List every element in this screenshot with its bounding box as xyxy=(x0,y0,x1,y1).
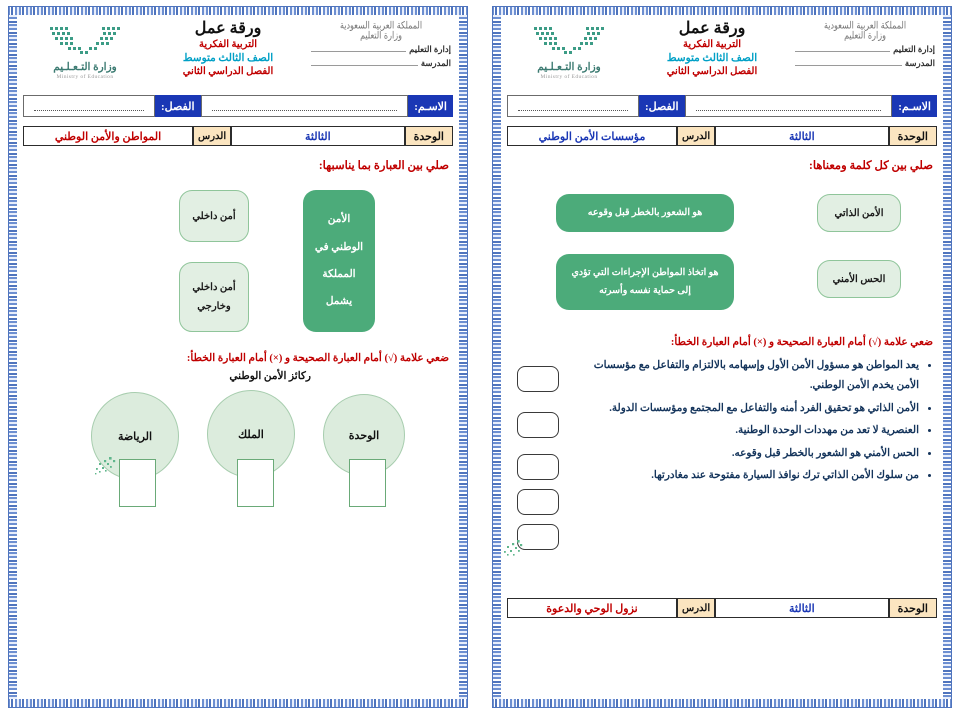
pillar-circle-2[interactable]: الملك xyxy=(207,390,295,478)
list-item: • الحس الأمني هو الشعور بالخطر قبل وقوعه. xyxy=(581,444,919,464)
title-block-right xyxy=(629,21,795,77)
letterhead-left xyxy=(17,15,459,93)
term-label: الفصل الدراسي الثاني xyxy=(182,65,274,77)
class-dots xyxy=(518,101,628,111)
definition-box-1[interactable]: هو الشعور بالخطر قبل وقوعه xyxy=(556,194,734,232)
name-dots xyxy=(696,101,882,111)
edu-admin-blank[interactable] xyxy=(311,44,406,52)
unit-value-right: الثالثة xyxy=(715,126,888,146)
kingdom-line-2: وزارة التعليم xyxy=(360,29,402,41)
school-fill xyxy=(795,58,935,69)
term-box-1[interactable]: الأمن الذاتي xyxy=(817,194,901,232)
sparkle-decoration-icon xyxy=(503,538,527,560)
grade-label: الصف الثالث متوسط xyxy=(666,52,758,64)
edu-admin-blank[interactable] xyxy=(795,44,890,52)
statement-list xyxy=(581,356,933,489)
answer-box-1[interactable] xyxy=(517,366,559,392)
moe-name-ar: وزارة التـعـلـيم xyxy=(537,62,601,73)
pillar-answer-box-1[interactable] xyxy=(349,459,386,507)
list-item: • يعد المواطن هو مسؤول الأمن الأول وإسهامه بالالتزام والتفاعل مع مؤسسات الأمن يخدم الأمن الوطني. xyxy=(581,356,919,397)
unit-lesson-row-left xyxy=(23,126,453,146)
prompt-match-left: صلي بين العبارة بما يناسبها: xyxy=(318,160,449,172)
unit-label-right: الوحدة xyxy=(889,126,937,146)
lesson-label-left: الدرس xyxy=(193,126,231,146)
anchor-box-left[interactable] xyxy=(303,190,375,332)
page-right-sheet xyxy=(501,15,943,699)
footer-lesson-label: الدرس xyxy=(677,598,715,618)
answer-box-2[interactable] xyxy=(517,412,559,438)
list-item: • العنصرية لا تعد من مهددات الوحدة الوطنية. xyxy=(581,421,919,441)
edu-admin-label: إدارة التعليم xyxy=(409,44,451,54)
term-label: الفصل الدراسي الثاني xyxy=(666,65,758,77)
student-info-row-right xyxy=(507,95,937,117)
prompt-truefalse-right: ضعي علامة (√) أمام العبارة الصحيحة و (×) أمام العبارة الخطأ: xyxy=(670,337,933,348)
sparkle-decoration-icon xyxy=(95,456,119,478)
kingdom-block-left xyxy=(311,21,451,69)
lesson-value-right: مؤسسات الأمن الوطني xyxy=(507,126,677,146)
edu-admin-fill xyxy=(795,44,935,55)
pillar-answer-box-2[interactable] xyxy=(237,459,274,507)
student-info-row-left xyxy=(23,95,453,117)
school-blank[interactable] xyxy=(311,58,418,66)
title-block-left xyxy=(145,21,311,77)
edu-admin-label: إدارة التعليم xyxy=(893,44,935,54)
pillar-circle-3[interactable]: الرياضة xyxy=(91,392,179,480)
grade-label: الصف الثالث متوسط xyxy=(182,52,274,64)
class-dots xyxy=(34,101,144,111)
school-label: المدرسة xyxy=(904,58,935,68)
moe-palm-dots-icon xyxy=(530,25,608,55)
moe-name-en: Ministry of Education xyxy=(540,74,598,80)
moe-name-ar: وزارة التـعـلـيم xyxy=(53,62,117,73)
name-label-right: الاسـم: xyxy=(892,95,937,117)
kingdom-line-1: المملكة العربية السعودية xyxy=(339,19,423,31)
name-input-left[interactable] xyxy=(201,95,409,117)
worksheet-page-left xyxy=(8,6,468,708)
class-label-right: الفصل: xyxy=(639,95,685,117)
subject-label: التربية الفكرية xyxy=(682,38,742,50)
name-label-left: الاسـم: xyxy=(408,95,453,117)
school-fill xyxy=(311,58,451,69)
answer-box-4[interactable] xyxy=(517,489,559,515)
edu-admin-fill xyxy=(311,44,451,55)
school-blank[interactable] xyxy=(795,58,902,66)
anchor-box-text: الأمن الوطني في المملكة يشمل xyxy=(314,214,364,308)
moe-name-en: Ministry of Education xyxy=(56,74,114,80)
option-box-2[interactable]: أمن داخلي وخارجي xyxy=(179,262,249,332)
matching-stage-right xyxy=(501,172,943,332)
name-input-right[interactable] xyxy=(685,95,893,117)
worksheet-page-right xyxy=(492,6,952,708)
statements-stage-right xyxy=(501,356,943,588)
prompt-match-right: صلي بين كل كلمة ومعناها: xyxy=(809,160,933,172)
class-input-left[interactable] xyxy=(23,95,155,117)
class-input-right[interactable] xyxy=(507,95,639,117)
worksheet-title: ورقة عمل xyxy=(678,20,746,37)
pillar-circle-1[interactable]: الوحدة xyxy=(323,394,405,476)
pillars-stage-left xyxy=(17,370,459,570)
answer-box-3[interactable] xyxy=(517,454,559,480)
footer-unit-value: الثالثة xyxy=(715,598,888,618)
term-box-2[interactable]: الحس الأمني xyxy=(817,260,901,298)
page-left-sheet xyxy=(17,15,459,699)
footer-unit-label: الوحدة xyxy=(889,598,937,618)
footer-unit-lesson-row-right xyxy=(507,598,937,618)
school-label: المدرسة xyxy=(420,58,451,68)
pillars-title: ركائز الأمن الوطني xyxy=(229,371,311,382)
unit-lesson-row-right xyxy=(507,126,937,146)
lesson-label-right: الدرس xyxy=(677,126,715,146)
kingdom-line-2: وزارة التعليم xyxy=(844,29,886,41)
moe-logo-right xyxy=(509,21,629,80)
unit-value-left: الثالثة xyxy=(231,126,404,146)
letterhead-right xyxy=(501,15,943,93)
prompt-truefalse-left: ضعي علامة (√) أمام العبارة الصحيحة و (×) أمام العبارة الخطأ: xyxy=(186,353,449,364)
footer-lesson-value: نزول الوحي والدعوة xyxy=(507,598,677,618)
kingdom-line-1: المملكة العربية السعودية xyxy=(823,19,907,31)
lesson-value-left: المواطن والأمن الوطني xyxy=(23,126,193,146)
subject-label: التربية الفكرية xyxy=(198,38,258,50)
moe-palm-dots-icon xyxy=(46,25,124,55)
moe-logo-left xyxy=(25,21,145,80)
list-item: • الأمن الذاتي هو تحقيق الفرد أمنه والتفاعل مع المجتمع ومؤسسات الدولة. xyxy=(581,399,919,419)
worksheet-title: ورقة عمل xyxy=(194,20,262,37)
unit-label-left: الوحدة xyxy=(405,126,453,146)
pillar-answer-box-3[interactable] xyxy=(119,459,156,507)
definition-box-2[interactable]: هو اتخاذ المواطن الإجراءات التي تؤدي إلى حماية نفسه وأسرته xyxy=(556,254,734,310)
class-label-left: الفصل: xyxy=(155,95,201,117)
option-box-1[interactable]: أمن داخلي xyxy=(179,190,249,242)
list-item: • من سلوك الأمن الذاتي ترك نوافذ السيارة مفتوحة عند مغادرتها. xyxy=(581,466,919,486)
matching-stage-left xyxy=(17,172,459,350)
kingdom-block-right xyxy=(795,21,935,69)
name-dots xyxy=(212,101,398,111)
